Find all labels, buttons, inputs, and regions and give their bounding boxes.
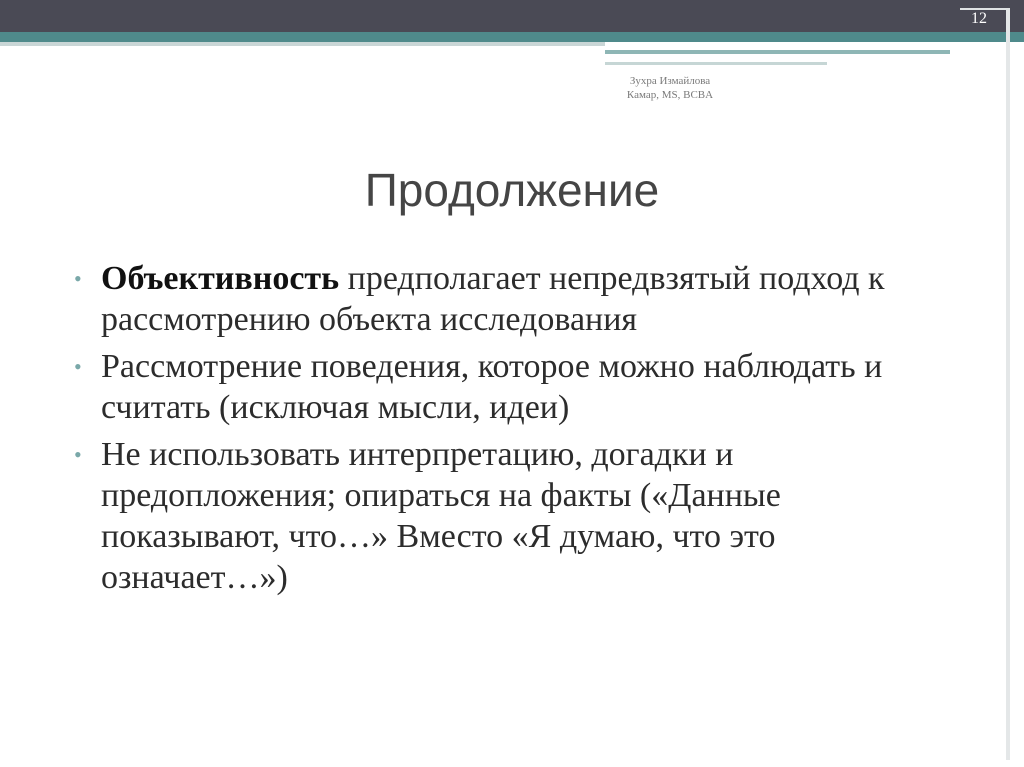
slide-number: 12 bbox=[971, 10, 987, 27]
bullet-bold-term: Объективность bbox=[101, 260, 340, 297]
author-name: Зухра Измайлова bbox=[629, 75, 711, 87]
bullet-text: предполагает непредвзятый подход к рассмотрению объекта исследования bbox=[101, 260, 885, 338]
header-tab-line bbox=[605, 50, 950, 54]
header-band-shadow bbox=[0, 42, 605, 46]
bullet-item bbox=[74, 346, 954, 428]
bullet-text: Не использовать интерпретацию, догадки и предопложения; опираться на факты («Данные показывают, что…» Вместо «Я думаю, что это означает…») bbox=[101, 436, 781, 596]
author-credentials: Камар, MS, BCBA bbox=[626, 89, 714, 101]
bullet-item bbox=[74, 258, 954, 340]
header-band-teal bbox=[0, 32, 1024, 42]
bullet-list bbox=[74, 258, 954, 604]
author-caption bbox=[580, 74, 760, 102]
bullet-marker-icon: • bbox=[74, 442, 82, 467]
frame-right-border bbox=[1006, 8, 1010, 760]
bullet-text: Рассмотрение поведения, которое можно наблюдать и считать (исключая мысли, идеи) bbox=[101, 348, 883, 426]
header-band-dark bbox=[0, 0, 1024, 32]
bullet-item bbox=[74, 434, 954, 598]
bullet-marker-icon: • bbox=[74, 354, 82, 379]
header-tab-line-thin bbox=[605, 62, 827, 65]
bullet-marker-icon: • bbox=[74, 266, 82, 291]
slide-title: Продолжение bbox=[364, 164, 660, 216]
